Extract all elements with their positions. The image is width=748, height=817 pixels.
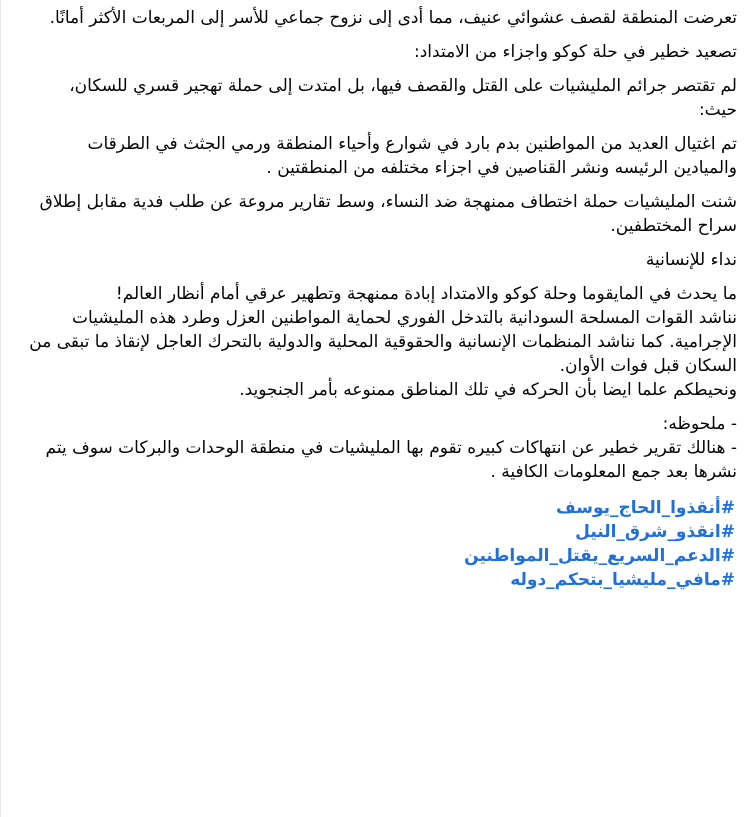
post-paragraph-8: نناشد القوات المسلحة السودانية بالتدخل الفوري لحماية المواطنين العزل وطرد هذه المليشيات الإجرامية. كما نناشد المنظمات الإنسانية والحقوقية المحلية والدولية بالتحرك العاجل لإنقاذ ما تبقى من السكان قبل فوات الأوان. ونحيطكم علما ايضا بأن الحركه في تلك المناطق ممنوعه بأمر الجنجويد. <box>29 308 737 400</box>
hashtag-link[interactable]: #انقذو_شرق_النيل <box>575 522 735 542</box>
post-paragraph-4: تم اغتيال العديد من المواطنين بدم بارد في شوارع وأحياء المنطقة ورمي الجثث في الطرقات والميادين الرئيسه ونشر القناصين في اجزاء مختلفه من المنطقتين . <box>87 134 737 178</box>
post-paragraph-3: لم تقتصر جرائم المليشيات على القتل والقصف فيها، بل امتدت إلى حملة تهجير قسري للسكان، حيث: <box>69 76 737 120</box>
hashtag-link[interactable]: #أنقذوا_الحاج_يوسف <box>555 498 735 518</box>
post-paragraph-1: تعرضت المنطقة لقصف عشوائي عنيف، مما أدى إلى نزوح جماعي للأسر إلى المربعات الأكثر أمانًا. <box>49 8 737 28</box>
left-divider <box>0 0 1 817</box>
post-body <box>27 6 737 592</box>
hashtag-list <box>27 496 737 592</box>
hashtag-link[interactable]: #الدعم_السريع_يقتل_المواطنين <box>464 546 735 566</box>
post-paragraph-2: تصعيد خطير في حلة كوكو واجزاء من الامتداد: <box>414 42 737 62</box>
post-paragraph-5: شنت المليشيات حملة اختطاف ممنهجة ضد النساء، وسط تقارير مروعة عن طلب فدية مقابل إطلاق سراح المختطفين. <box>39 192 737 236</box>
post-paragraph-7: ما يحدث في المايقوما وحلة كوكو والامتداد إبادة ممنهجة وتطهير عرقي أمام أنظار العالم! <box>115 284 737 304</box>
post-paragraph-6: نداء للإنسانية <box>645 250 737 270</box>
hashtag-link[interactable]: #مافي_مليشيا_بتحكم_دوله <box>510 570 735 590</box>
post-paragraph-9: - ملحوظه: - هنالك تقرير خطير عن انتهاكات كبيره تقوم بها المليشيات في منطقة الوحدات والبركات سوف يتم نشرها بعد جمع المعلومات الكافية . <box>45 414 737 482</box>
